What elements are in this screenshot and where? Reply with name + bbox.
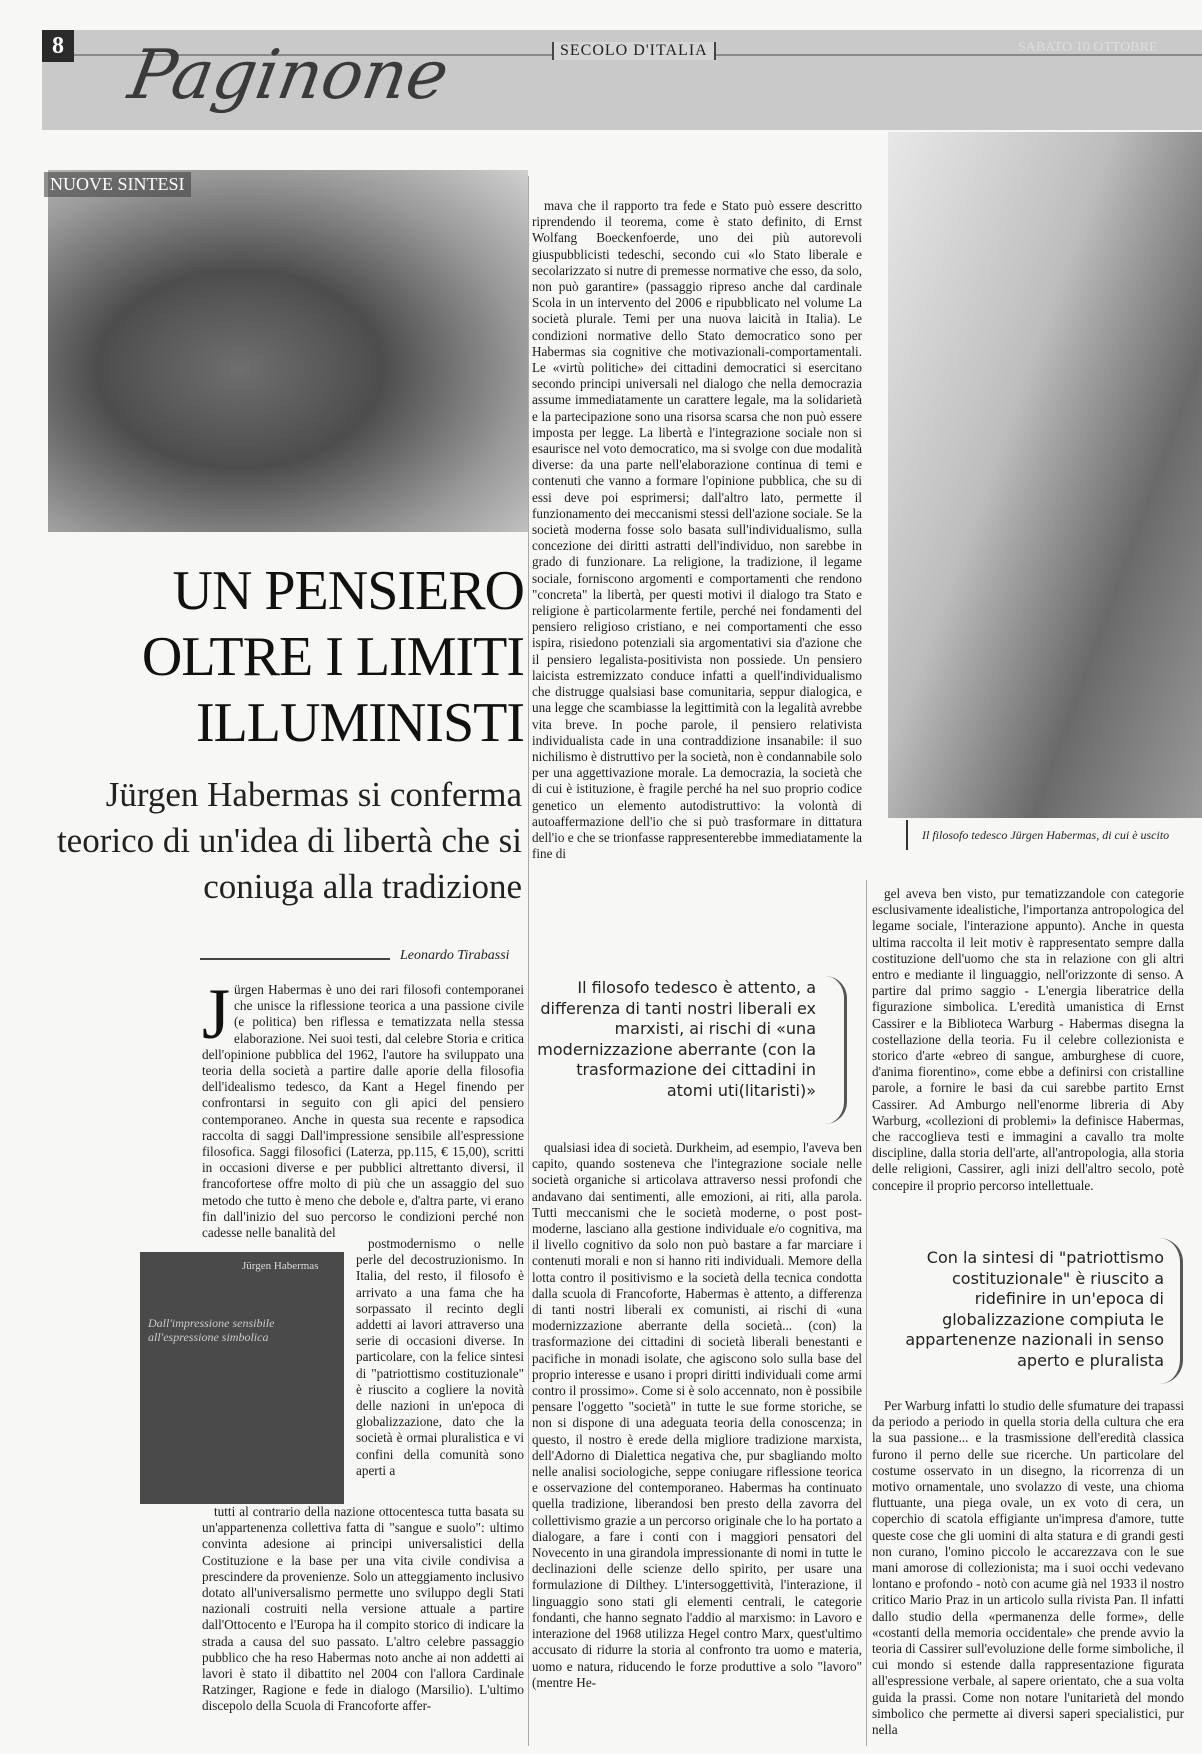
photo-caption: Il filosofo tedesco Jürgen Habermas, di cui è uscito [922, 828, 1170, 842]
article-text: Per Warburg infatti lo studio delle sfumature dei trapassi da periodo a periodo in quella storia della cultura che era la sua passione... e la trasmissione dell'eredità classica furono il perno delle sue ricerche. Un particolare del costume osservato in un disegno, la ricorrenza di un motivo ornamentale, uno svolazzo di veste, una chioma fluttuante, una piega ovale, un ex voto di cera, un coperchio di scatola effigiante un'impresa d'amore, tutte queste cose che gli uomini di alta statura e di grandi gesti non curano, l'omino piccolo le accarezzava con le sue mani amorose di collezionista; ma i suoi occhi vedevano lontano e profondo - notò con acume già nel 1933 il nostro critico Mario Praz in un articolo sulla rivista Pan. Il infatti dallo studio della «permanenza delle forme», delle «costanti della memoria occidentale» che prende avvio la teoria di Cassirer sull'evoluzione delle forme simboliche, il cui mondo si estende dalla rappresentazione figurata all'espressione verbale, al sapere orientato, che a sua volta guida la prassi. Come non notare l'unitarietà del mondo simbolico che permette ai diversi saperi specialistici, pur nella [872, 1398, 1184, 1738]
article-text: tutti al contrario della nazione ottocentesca tutta basata su un'appartenenza collettiva fatta di "sangue e suolo": ultimo convinta adesione ai principi universalistici della Costituzione e la base per una vita civile condivisa a prescindere da provenienze. Solo un atteggiamento inclusivo dotato all'universalismo permette uno sviluppo degli Stati nazionali costruiti nella versione attuale a partire dall'Ottocento e l'Europa ha il compito storico di indicare la strada a causa del suo passato. L'altro celebre passaggio pubblico che ha reso Habermas noto anche ai non addetti ai lavori è stato il dibattito nel 2004 con l'allora Cardinale Ratzinger, Ragione e fede in dialogo (Marsilio). L'ultimo discepolo della Scuola di Francoforte affer- [202, 1504, 524, 1714]
book-title: Dall'impressione sensibile all'espressione simbolica [148, 1316, 275, 1344]
byline-rule [200, 958, 390, 960]
pull-quote: Il filosofo tedesco è attento, a differenza di tanti nostri liberali ex marxisti, ai rischi di «una modernizzazione aberrante (con la trasformazione dei cittadini in atomi uti(litaristi)» [537, 978, 816, 1100]
pull-quote: Con la sintesi di "patriottismo costituzionale" è riuscito a ridefinire in un'epoca di globalizzazione compiuta le appartenenze nazionali in senso aperto e pluralista [905, 1248, 1164, 1370]
article-text: gel aveva ben visto, pur tematizzandole con categorie esclusivamente idealistiche, l'importanza antropologica del legame sociale, l'interazione appunto). Anche in questa ultima raccolta il leit motiv è rappresentato sempre dalla costituzione dell'uomo che sta in relazione con gli altri entro e mediante il linguaggio, nell'orizzonte di senso. A partire dal primo saggio - L'energia liberatrice della figurazione simbolica. L'eredità umanistica di Ernst Cassirer e la Biblioteca Warburg - Habermas disegna la costellazione della teoria. Fu il celebre collezionista e storico d'arte «ebreo di sangue, amburghese di cuore, d'anima fiorentino», come ebbe a definirsi con cristalline parole, a fornire le basi da cui sarebbe partito Ernst Cassirer. Ad Amburgo nell'enorme libreria di Aby Warburg, «collezioni di problemi» la definisce Habermas, che raccoglieva testi e immagini a cavallo tra molte discipline, dalla storia dell'arte, all'antropologia, alla storia delle religioni, Cassirer, agli inizi dell'altro secolo, potè concepire il proprio percorso intellettuale. [872, 886, 1184, 1193]
column-rule [866, 880, 867, 1746]
article-column-2-bottom [532, 1140, 862, 1691]
article-column-1 [202, 974, 524, 1241]
issue-date: SABATO 10 OTTOBRE [1018, 40, 1158, 55]
article-column-3-bottom [872, 1398, 1184, 1738]
brace-ornament [818, 976, 847, 1124]
article-column-1-wrap [356, 1236, 524, 1479]
column-rule [528, 176, 529, 1746]
page-number: 8 [42, 30, 74, 62]
newspaper-name: SECOLO D'ITALIA [552, 42, 716, 60]
article-column-2 [532, 198, 862, 862]
article-text: mava che il rapporto tra fede e Stato può essere descritto riprendendo il teorema, come è stato definito, di Ernst Wolfang Boeckenfoerde, uno dei più autorevoli giuspubblicisti tedeschi, secondo cui «lo Stato liberale e secolarizzato si nutre di premesse normative che esso, da solo, non può garantire» (passaggio ripreso anche dal cardinale Scola in un intervento del 2006 e ripubblicato nel volume La società plurale. Temi per una nuova laicità in Italia). Le condizioni normative dello Stato democratico sono per Habermas sia cognitive che motivazionali-comportamentali. Le «virtù politiche» dei cittadini democratici si esercitano secondo principi universali nel dialogo che nella democrazia assume immediatamente un carattere legale, ma la solidarietà e la partecipazione sono una risorsa scarsa che non può essere imposta per legge. La libertà e l'integrazione sociale non si esaurisce nel voto democratico, ma si svolge con due modalità diverse: da una parte nell'elaborazione continua di temi e contenuti che vanno a formare l'opinione pubblica, che su di essi deve poi esprimersi; dall'altro lato, permette il funzionamento dei meccanismi stessi dell'azione sociale. Se la società moderna fosse solo basata sull'individualismo, sulla concezione dei diritti astratti dell'individuo, non sarebbe in grado di funzionare. La religione, la tradizione, il legame sociale, forniscono argomenti e comportamenti che rendono "concreta" la libertà, per questi motivi il dialogo tra Stato e religione è particolarmente fertile, perché nei fondamenti del pensiero religioso cristiano, e nei comportamenti che esso ispira, risiedono potenziali sia argomentativi sia d'azione che il pensiero legalista-positivista non possiede. Un pensiero laicista estremizzato conduce infatti a quell'individualismo che distrugge qualsiasi base comunitaria, seppur dialogica, e una legge che scambiasse la legittimità con la legalità avrebbe vita breve. In poche parole, il pensiero relativista individualista cade in una contraddizione insanabile: il suo nichilismo è distruttivo per la società, non è condannabile solo per una aggettivazione morale. La democrazia, la società che di cui è istituzione, è fragile perché ha nel suo proprio codice genetico un elemento autodistruttivo: la volontà di autoaffermazione dell'io che si può trasformare in dittatura dell'io e che se trionfasse rappresenterebbe immediatamente la fine di [532, 198, 862, 862]
caption-bar [906, 820, 908, 850]
article-column-1-bottom [202, 1504, 524, 1715]
article-text: ürgen Habermas è uno dei rari filosofi contemporanei che unisce la riflessione teorica a una passione civile (e politica) ben riflessa e tematizzata nella stessa elaborazione. Nei suoi testi, dal celebre Storia e critica dell'opinione pubblica del 1962, l'autore ha sviluppato una teoria della società a partire dalle aporie della filosofia dell'idealismo tedesco, da Kant a Hegel finendo per confrontarsi in seguito con gli apici del pensiero contemporaneo. Anche in questa sua recente e rapsodica raccolta di saggi Dall'impressione sensibile all'espressione filosofica. Saggi filosofici (Laterza, pp.115, € 15,00), scritti in occasioni diverse e per pubblici altrettanto diversi, il francofortese offre molto di più che un assaggio del suo metodo che tutto è meno che debole e, d'altra parte, vi erano fin dall'inizio del suo percorso le condizioni perché non cadesse nelle banalità del [202, 982, 524, 1241]
byline: Leonardo Tirabassi [400, 948, 510, 963]
article-text: qualsiasi idea di società. Durkheim, ad esempio, l'aveva ben capito, quando sosteneva che l'integrazione sociale nelle società organiche si articolava attraverso nessi profondi che andavano dai sentimenti, alle emozioni, ai riti, alla parola. Tutti meccanismi che le società moderne, o post post-moderne, lasciano alla gestione individuale e/o cognitiva, ma il livello cognitivo da solo non può bastare a far marciare i contenuti morali e non si hanno riti individuali. Memore della lotta contro il positivismo e la società della tecnica condotta dalla scuola di Francoforte, Habermas è attento, a differenza di tanti nostri liberali ex comunisti, ai rischi di «una modernizzazione aberrante della società... (con) la trasformazione dei cittadini di società liberali benestanti e pacifiche in monadi isolate, che agiscono solo sulla base del proprio interesse e usano i propri diritti individuali come armi contro il prossimo». Come si è solo accennato, non è possibile pensare l'oggetto "società" in tutte le sue forme storiche, se non si dispone di una adeguata teoria della conoscenza; in questo, il nostro è erede della migliore tradizione marxista, dell'Adorno di Dialettica negativa che, pur sbagliando molto nelle analisi sociologiche, seppe coniugare riflessione teorica e osservazione del contemporaneo. Habermas ha continuato quella tradizione, liberandosi ben presto della zavorra del collettivismo grazie a un percorso originale che lo ha portato a dialogare, a fare i conti con i maggiori pensatori del Novecento in una girandola impressionante di nomi in tutte le declinazioni delle scienze dello spirito, per usare una formulazione di Dilthey. L'intersoggettività, l'interazione, il linguaggio sono stati gli elementi centrali, le categorie fondanti, che hanno segnato l'addio al marxismo: in Lavoro e interazione del 1968 utilizza Hegel contro Marx, quest'ultimo accusato di ridurre la storia al confronto tra uomo e materia, uomo e natura, riducendo le forze produttive a solo "lavoro" (mentre He- [532, 1140, 862, 1690]
subheadline: Jürgen Habermas si conferma teorico di un'idea di libertà che si coniuga alla tradizione [56, 775, 522, 906]
book-cover-image [140, 1252, 344, 1504]
article-photo-pope [48, 170, 528, 532]
book-author: Jürgen Habermas [242, 1260, 319, 1272]
section-title: Paginone [123, 36, 455, 115]
headline: UN PENSIERO OLTRE I LIMITI ILLUMINISTI [141, 560, 524, 754]
drop-cap: J [202, 974, 231, 1054]
article-column-3 [872, 886, 1184, 1194]
article-photo-habermas [888, 132, 1202, 818]
article-text: postmodernismo o nelle perle del decostruzionismo. In Italia, del resto, il filosofo è arrivato a una fama che ha sorpassato il recinto degli addetti ai lavori attraverso una serie di occasioni diverse. In particolare, con la felice sintesi di "patriottismo costituzionale" è riuscito a cogliere la novità delle nazioni in un'epoca di globalizzazione, dato che la società è ormai pluralistica e vi confini della comunità sono aperti a [356, 1236, 524, 1478]
kicker: NUOVE SINTESI [44, 172, 191, 197]
brace-ornament [1152, 1238, 1183, 1384]
